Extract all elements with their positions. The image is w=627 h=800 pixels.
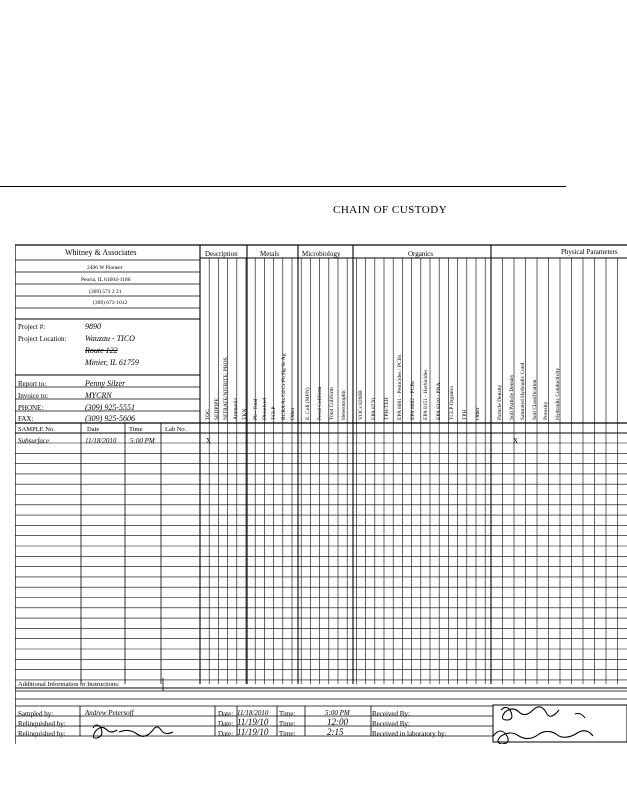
invoice-to-label: Invoice to: [18,392,49,400]
column-label-micro-1: Fecal Coliform [317,386,323,420]
column-label-physical-2: Saturated Hydraulic Cond. [520,361,526,420]
time-1: 5:00 PM [325,709,350,717]
header-time: Time [129,426,143,433]
received-by-1-label: Received By: [372,710,410,718]
row-time: 5:00 PM [130,437,155,445]
column-label-metals-3: RCRA As Cd Cr Pb Hg Se Ag [280,353,287,420]
project-location-3: Minier, IL 61759 [85,358,139,367]
column-label-micro-2: Total Coliform [329,387,335,420]
project-location-2: Route 122 [85,346,118,355]
document-title: CHAIN OF CUSTODY [333,204,448,216]
row-mark-physical: X [513,437,519,445]
project-location-label: Project Location: [18,335,67,343]
column-label-organics-8: TPH [462,409,468,420]
report-to-label: Report to: [18,380,47,388]
signatures [15,244,627,744]
column-label-organics-0: VOCs 8260B [358,390,364,420]
section-description: Description [205,250,238,258]
section-organics: Organics [408,250,434,258]
company-address-2: Peoria, IL 61604-1186 [81,277,131,283]
column-label-description-1: SEDPIPE [214,398,221,420]
report-to-value: Penny Silzer [85,379,126,388]
project-number-label: Project #: [18,323,46,331]
header-date: Date [87,426,100,433]
date-label-1: Date: [218,710,234,718]
section-metals: Metals [260,250,280,258]
time-3: 2:15 [327,727,344,737]
received-in-lab-label: Received in laboratory by: [372,730,447,738]
company-phone-1: (309) 573 2 21 [89,289,122,295]
column-label-organics-9: Other [475,407,481,420]
phone-value: (309) 925-5551 [85,403,135,412]
column-label-organics-1: EPA 8270 [371,398,377,420]
column-label-metals-4: Other [289,407,296,420]
date-label-2: Date: [218,720,234,728]
column-label-description-4: TKN [241,408,248,420]
project-location: Wauzau - TICO [85,334,135,343]
company-name: Whitney & Associates [65,248,137,257]
column-label-organics-6: EPA 8310 - PNA [436,382,442,420]
column-label-organics-2: TPH/TEH [384,397,390,420]
company-phone-2: (309) 673-1012 [93,300,128,306]
section-microbiology: Microbiology [302,250,341,258]
column-label-physical-0: Particle Density [497,384,503,420]
date-label-3: Date: [218,730,234,738]
project-number: 9890 [85,322,101,331]
column-label-description-0: TOC [205,409,211,420]
header-sample-no: SAMPLE No. [18,426,55,433]
sampled-by-label: Sampled by: [18,710,54,718]
invoice-to-value: MYCRN [85,391,112,400]
time-label-3: Time: [279,730,296,738]
fax-label: FAX: [18,415,34,423]
coc-form [15,244,627,744]
sampled-by-value: Andrew Petersoff [85,709,134,717]
relinquished-by-1-label: Relinquished by: [18,720,66,728]
relinquished-by-2-label: Relinquished by: [18,730,66,738]
time-2: 12:00 [327,717,348,727]
column-label-description-2: NITRATE/NITRITE, PHOS [223,357,230,420]
row-date: 11/18/2010 [85,437,117,445]
column-label-metals-0: Pb - Total [253,398,259,420]
signature-relinquished [93,725,173,738]
header-lab-no: Lab No. [165,426,187,433]
column-label-metals-2: TCLP [271,406,278,420]
phone-label: PHONE: [18,404,44,412]
time-label-1: Time: [279,710,296,718]
column-label-organics-3: EPA 8081 - Pesticides / PCBs [397,354,403,420]
top-rule [0,186,566,187]
time-label-2: Time: [279,720,296,728]
section-physical: Physical Parameters [561,248,618,256]
column-label-physical-4: Porosity [543,401,549,420]
column-label-physical-3: Soil Classification [531,379,538,420]
date-1: 11/18/2010 [237,709,269,717]
column-label-micro-3: Heterotrophic [341,389,347,420]
column-label-physical-5: Hydraulic Conductivity [554,367,561,420]
date-2: 11/19/10 [237,717,269,727]
additional-info-label: Additional Information or Instructions: [18,681,120,688]
received-by-2-label: Received By: [372,720,410,728]
row-sample: Subsurface [18,437,50,445]
company-address-1: 2406 W Pioneer [87,265,123,271]
column-label-organics-7: TCLP Organics [449,385,455,420]
signature-received-1 [501,707,585,720]
column-label-organics-5: EPA 8151 - Herbicides [423,369,429,420]
column-label-organics-4: EPA 8082 - PCBs [410,380,416,420]
column-label-metals-1: Dissolved [262,398,269,420]
date-3: 11/19/10 [237,727,269,737]
column-label-physical-1: Soil Particle Density [508,374,515,420]
column-label-description-3: Ammonia [232,398,239,420]
column-label-micro-0: E. Coli (MPN) [305,387,311,420]
row-mark-description: X [206,437,212,445]
fax-value: (309) 925-5606 [85,414,135,423]
